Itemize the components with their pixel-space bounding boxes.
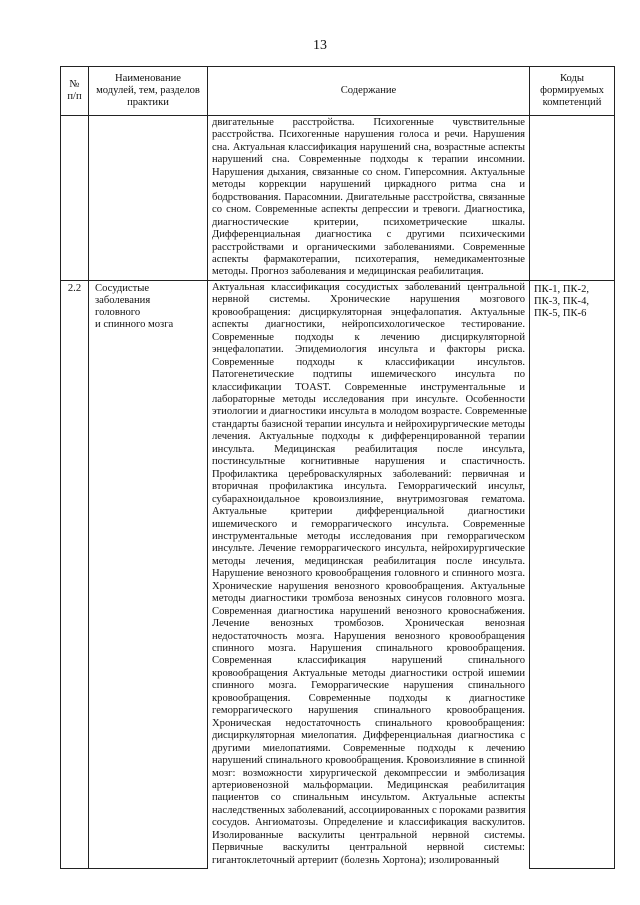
table-header-row xyxy=(61,67,615,116)
text-line: Патогенетические подтипы ишемического инсульта по xyxy=(212,369,525,381)
text-line: Изолированные васкулиты центральной нервной системы. xyxy=(212,829,525,841)
cell-number: 2.2 xyxy=(61,280,89,868)
page-number: 13 xyxy=(313,38,327,53)
header-number: № п/п xyxy=(61,67,89,116)
text-line: ПК-5, ПК-6 xyxy=(534,307,587,319)
text-line: энцефалопатии. Эпидемиология инсульта и факторы риска. xyxy=(212,344,525,356)
text-line: аспекты фармакотерапии, психотерапия, немедикаментозные xyxy=(212,253,525,265)
text-line: субарахноидальное кровоизлияние, внутримозговая гематома. xyxy=(212,493,525,505)
text-line: стандарты базисной терапии инсульта и нейрохирургические методы xyxy=(212,418,525,430)
text-line: постинсультные когнитивные нарушения и спастичность. xyxy=(212,456,525,468)
text-line: кровообращения: дисциркуляторная энцефалопатия. Актуальные xyxy=(212,306,525,318)
cell-module-empty xyxy=(89,116,208,281)
text-line: со сном. Современные аспекты депрессии и тревоги. Диагностика, xyxy=(212,204,525,216)
cell-competence-codes xyxy=(530,280,615,868)
text-line: инструментальные методы исследования при геморрагическом xyxy=(212,530,525,542)
text-line: методы. Прогноз заболевания и медицинская реабилитация. xyxy=(212,266,484,278)
text-line: сна. Актуальная классификация нарушений сна, возрастные аспекты xyxy=(212,141,525,153)
curriculum-table xyxy=(60,66,615,869)
text-line: Лечение венозных тромбозов. Хроническая венозная xyxy=(212,618,525,630)
text-line: Современная классификация нарушений спинального xyxy=(212,655,525,667)
text-line: спинного мозга. Нарушения спинального кровообращения. xyxy=(212,643,525,655)
text-line: мозг: возможности хирургической декомпрессии и эмболизация xyxy=(212,767,525,779)
text-line: вторичная профилактика инсульта. Геморрагический инсульт, xyxy=(212,481,525,493)
text-line: Хронические нарушения венозного кровообращения. Актуальные xyxy=(212,580,525,592)
header-content: Содержание xyxy=(208,67,530,116)
text-line: кровообращения. Современные подходы к диагностике xyxy=(212,692,525,704)
text-line: дисциркуляторная миелопатия. Дифференциальная диагностика с xyxy=(212,730,525,742)
text-line: ПК-1, ПК-2, xyxy=(534,283,590,295)
cell-content xyxy=(208,280,530,868)
text-line: лечения. Актуальные подходы к дифференцированной терапии xyxy=(212,431,525,443)
text-line: пациентов со спинальным инсультом. Актуальные аспекты xyxy=(212,792,525,804)
text-line: методы коррекции нарушений циркадного ритма сна и xyxy=(212,179,525,191)
text-line: другими миелопатиями. Современные подходы к лечению xyxy=(212,742,525,754)
text-line: расстройствами и органическими заболеваниями. Современные xyxy=(212,241,525,253)
text-line: Профилактика цереброваскулярных заболеваний: первичная и xyxy=(212,468,525,480)
text-line: спинного мозга. Геморрагические нарушения спинального xyxy=(212,680,525,692)
text-line: нарушений спинального кровообращения. Кровоизлияние в спинной xyxy=(212,755,525,767)
text-line: и спинного мозга xyxy=(95,318,174,330)
text-line: инсульте. Лечение геморрагического инсульта, нейрохирургические xyxy=(212,543,525,555)
text-line: Хроническая недостаточность спинального кровообращения: xyxy=(212,717,525,729)
text-line: расстройства. Психогенные нарушения голоса и речи. Нарушения xyxy=(212,129,525,141)
cell-content-continued xyxy=(208,116,530,281)
text-line: нервной системы. Хронические нарушения мозгового xyxy=(212,294,525,306)
text-line: Дифференциальная диагностика с другими психическими xyxy=(212,229,525,241)
text-line: геморрагического нарушения спинального кровообращения. xyxy=(212,705,525,717)
text-line: ишемического и геморрагического инсульта. Современные xyxy=(212,518,525,530)
text-line: гигантоклеточный артериит (болезнь Хортона); изолированный xyxy=(212,854,500,866)
text-line: Современные подходы к лечению дисциркуляторной xyxy=(212,331,525,343)
text-line: Первичные васкулиты центральной нервной системы: xyxy=(212,842,525,854)
text-line: кровообращения Актуальные методы диагностики острой ишемии xyxy=(212,667,525,679)
cell-number-empty xyxy=(61,116,89,281)
text-line: Современная диагностика нарушений венозного кровоснабжения. xyxy=(212,605,525,617)
text-line: сосудов. Ангиоматозы. Определение и классификация васкулитов. xyxy=(212,817,525,829)
text-line: классификации TOAST. Современные инструментальные и xyxy=(212,381,525,393)
text-line: методы лечения, медицинская реабилитация после инсульта. xyxy=(212,555,525,567)
text-line: лабораторные методы исследования при инсульте. Особенности xyxy=(212,393,525,405)
text-line: ПК-3, ПК-4, xyxy=(534,295,590,307)
header-codes: Коды формируемых компетенций xyxy=(530,67,615,116)
text-line: диагностические критерии, психометрические шкалы. xyxy=(212,216,525,228)
text-line: этиологии и диагностики инсульта в молодом возрасте. Современные xyxy=(212,406,527,418)
cell-codes-empty xyxy=(530,116,615,281)
text-line: Актуальная классификация сосудистых заболеваний центральной xyxy=(212,281,525,293)
table-row-continued xyxy=(61,116,615,281)
text-line: инсульта. Медицинская реабилитация после инсульта, xyxy=(212,443,525,455)
text-line: аспекты диагностики, нейропсихологическое тестирование. xyxy=(212,319,525,331)
text-line: бодрствования. Парасомнии. Двигательные расстройства, связанные xyxy=(212,191,525,203)
table-row-2-2 xyxy=(61,280,615,868)
text-line: нарушений сна. Современные подходы к терапии инсомнии. xyxy=(212,154,525,166)
text-line: артериовенозной мальформации. Медицинская реабилитация xyxy=(212,780,525,792)
text-line: Актуальные критерии дифференциальной диагностики xyxy=(212,506,525,518)
text-line: двигательные расстройства. Психогенные чувствительные xyxy=(212,117,525,128)
text-line: заболевания xyxy=(95,294,151,306)
text-line: методы диагностики тромбоза венозных синусов головного мозга. xyxy=(212,593,525,605)
cell-module-name xyxy=(89,280,208,868)
text-line: Нарушение венозного кровообращения головного и спинного мозга. xyxy=(212,568,525,580)
text-line: Нарушения дыхания, связанные со сном. Гиперсомния. Актуальные xyxy=(212,166,525,178)
text-line: недостаточность мозга. Нарушения венозного кровообращения xyxy=(212,630,525,642)
text-line: наследственных заболеваний, ассоциированных с пороками развития xyxy=(212,804,526,816)
header-module: Наименование модулей, тем, разделов практики xyxy=(89,67,208,116)
text-line: Сосудистые xyxy=(95,282,150,294)
text-line: головного xyxy=(95,306,141,318)
text-line: Современные подходы к классификации инсультов. xyxy=(212,356,525,368)
